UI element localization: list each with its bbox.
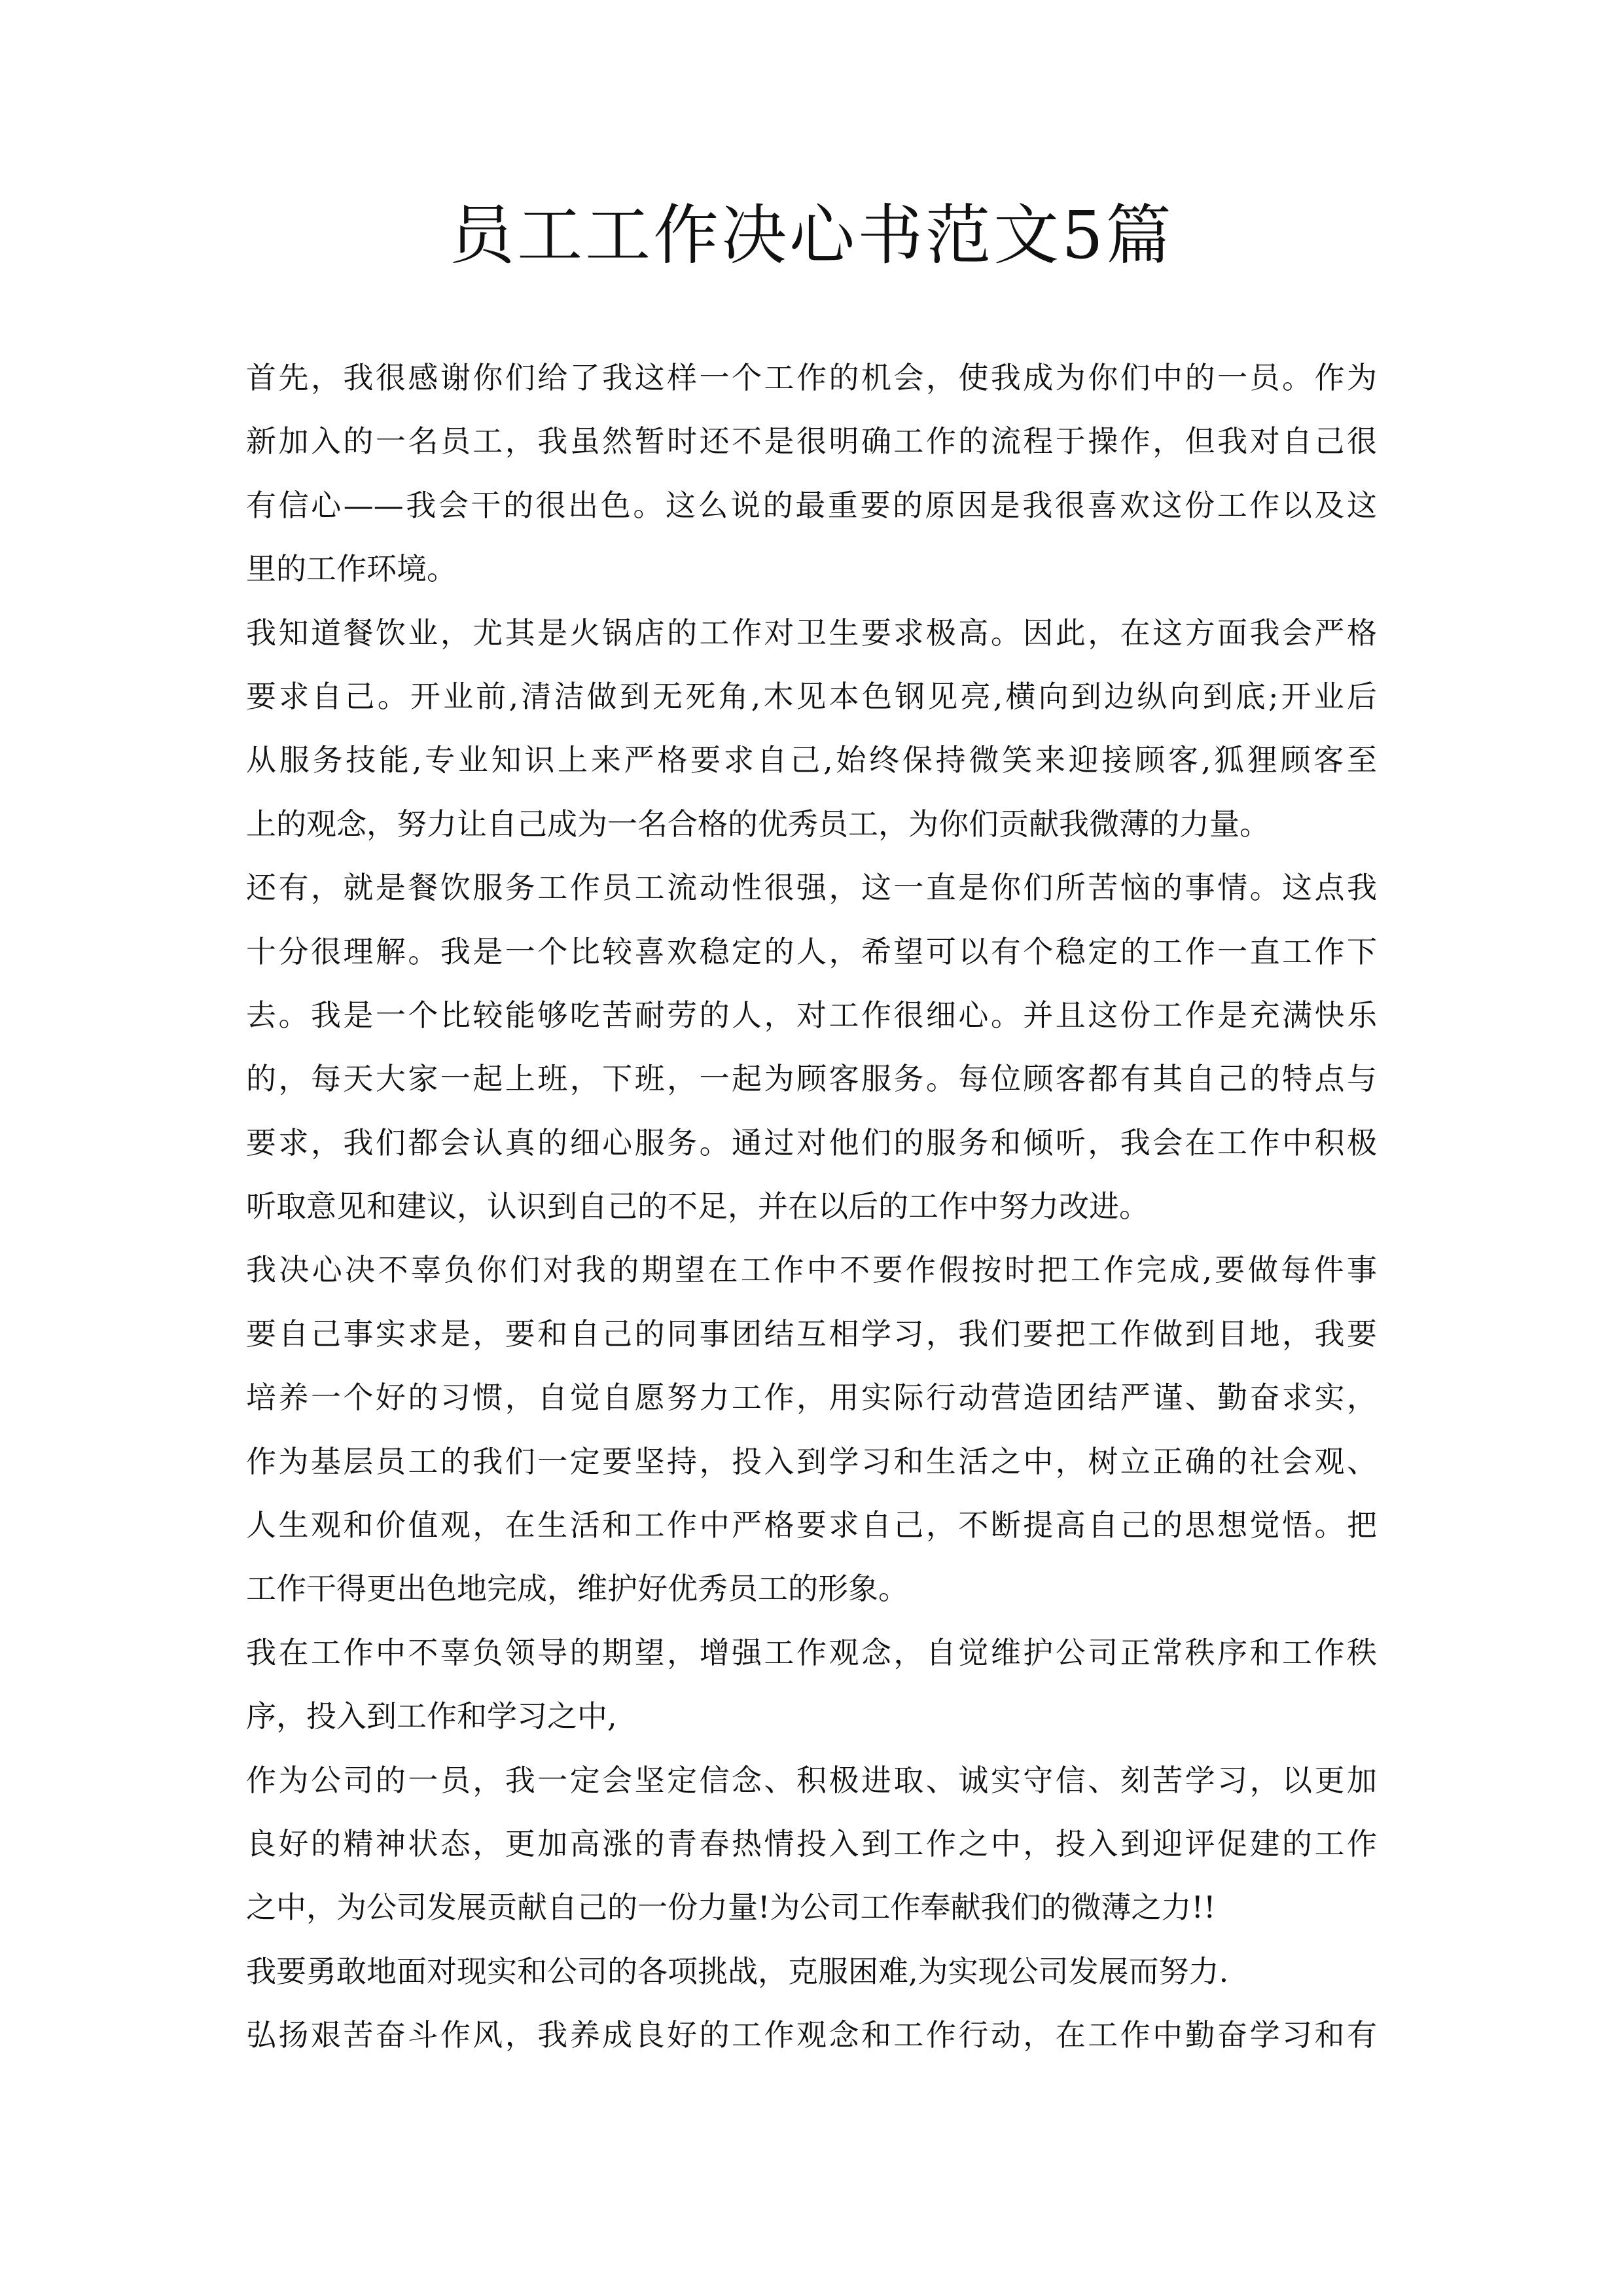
text-line: 要求，我们都会认真的细心服务。通过对他们的服务和倾听，我会在工作中积极 [246,1124,1377,1160]
text-line: 良好的精神状态，更加高涨的青春热情投入到工作之中，投入到迎评促建的工作 [246,1825,1377,1861]
document-title: 员工工作决心书范文5篇 [449,197,1174,274]
text-line: 要求自己。开业前,清洁做到无死角,木见本色钢见亮,横向到边纵向到底;开业后 [246,678,1377,714]
text-line: 我决心决不辜负你们对我的期望在工作中不要作假按时把工作完成,要做每件事 [246,1252,1377,1288]
text-line: 有信心——我会干的很出色。这么说的最重要的原因是我很喜欢这份工作以及这 [246,487,1377,523]
text-line: 人生观和价值观，在生活和工作中严格要求自己，不断提高自己的思想觉悟。把 [246,1507,1377,1543]
paragraph [246,1749,1377,1940]
paragraph [246,601,1377,857]
paragraph [246,2003,1377,2067]
text-line: 之中，为公司发展贡献自己的一份力量!为公司工作奉献我们的微薄之力!! [246,1890,1216,1926]
text-line: 首先，我很感谢你们给了我这样一个工作的机会，使我成为你们中的一员。作为 [246,360,1377,395]
text-line: 序，投入到工作和学习之中, [246,1698,617,1734]
text-line: 工作干得更出色地完成，维护好优秀员工的形象。 [246,1571,908,1607]
text-line: 作为基层员工的我们一定要坚持，投入到学习和生活之中，树立正确的社会观、 [246,1443,1377,1479]
text-line: 我在工作中不辜负领导的期望，增强工作观念，自觉维护公司正常秩序和工作秩 [246,1634,1377,1670]
text-line: 十分很理解。我是一个比较喜欢稳定的人，希望可以有个稳定的工作一直工作下 [246,933,1377,969]
document-body [246,346,1377,2068]
text-line: 去。我是一个比较能够吃苦耐劳的人，对工作很细心。并且这份工作是充满快乐 [246,997,1377,1033]
text-line: 培养一个好的习惯，自觉自愿努力工作，用实际行动营造团结严谨、勤奋求实， [246,1380,1377,1416]
paragraph [246,856,1377,1238]
paragraph [246,346,1377,601]
text-line: 我要勇敢地面对现实和公司的各项挑战，克服困难,为实现公司发展而努力. [246,1953,1229,1989]
text-line: 里的工作环境。 [246,551,457,587]
text-line: 我知道餐饮业，尤其是火锅店的工作对卫生要求极高。因此，在这方面我会严格 [246,615,1377,651]
text-line: 的，每天大家一起上班，下班，一起为顾客服务。每位顾客都有其自己的特点与 [246,1061,1377,1097]
text-line: 作为公司的一员，我一定会坚定信念、积极进取、诚实守信、刻苦学习，以更加 [246,1762,1377,1798]
text-line: 听取意见和建议，认识到自己的不足，并在以后的工作中努力改进。 [246,1189,1149,1225]
text-line: 弘扬艰苦奋斗作风，我养成良好的工作观念和工作行动，在工作中勤奋学习和有 [246,2017,1377,2053]
paragraph [246,1621,1377,1749]
text-line: 上的观念，努力让自己成为一名合格的优秀员工，为你们贡献我微薄的力量。 [246,806,1270,842]
text-line: 还有，就是餐饮服务工作员工流动性很强，这一直是你们所苦恼的事情。这点我 [246,870,1377,906]
text-line: 要自己事实求是，要和自己的同事团结互相学习，我们要把工作做到目地，我要 [246,1316,1377,1352]
text-line: 新加入的一名员工，我虽然暂时还不是很明确工作的流程于操作，但我对自己很 [246,423,1377,459]
text-line: 从服务技能,专业知识上来严格要求自己,始终保持微笑来迎接顾客,狐狸顾客至 [246,742,1377,778]
paragraph [246,1940,1377,2003]
paragraph [246,1238,1377,1621]
